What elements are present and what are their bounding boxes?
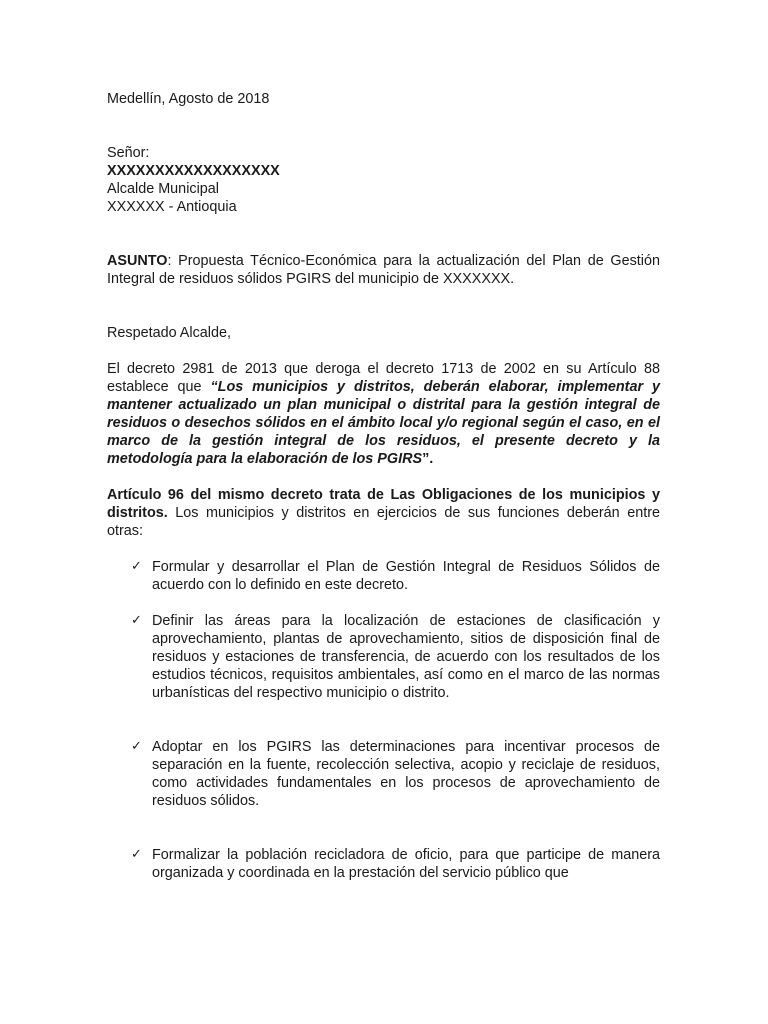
intro-lead: El decreto 2981 de 2013 que deroga el decreto 1713 de 2002 en su Artículo 88 establece que [107,361,660,395]
article-96-heading: Artículo 96 del mismo decreto trata de Las Obligaciones de los municipios y distritos. [107,487,660,521]
obligation-text: Formular y desarrollar el Plan de Gestión Integral de Residuos Sólidos de acuerdo con lo definido en este decreto. [152,559,660,593]
greeting: Respetado Alcalde, [107,325,232,341]
checkmark-icon: ✓ [131,847,142,862]
article-96-text: Los municipios y distritos en ejercicios de sus funciones deberán entre otras: [107,505,660,539]
letter-page [107,90,660,882]
obligation-text: Formalizar la población recicladora de oficio, para que participe de manera organizada y coordinada en la prestación del servicio público que [152,847,660,881]
article-96-paragraph [107,486,660,540]
recipient-block [107,144,660,216]
list-item [107,846,660,882]
obligation-text: Definir las áreas para la localización de estaciones de clasificación y aprovechamiento, plantas de aprovechamiento, sitios de disposición final de residuos y estaciones de transferencia, de acuerdo con los resultados de los estudios técnicos, requisitos ambientales, así como en el marco de las normas urbanísticas del respectivo municipio o distrito. [152,613,660,701]
list-item [107,558,660,594]
recipient-location: XXXXXX - Antioquia [107,199,237,215]
subject-paragraph [107,252,660,288]
list-item [107,738,660,810]
intro-paragraph [107,360,660,468]
recipient-salutation: Señor: [107,145,150,161]
obligations-list [107,558,660,882]
intro-tail: ”. [422,451,434,467]
checkmark-icon: ✓ [131,559,142,574]
letter-date: Medellín, Agosto de 2018 [107,91,270,107]
subject-label: ASUNTO [107,253,168,269]
intro-quote: “Los municipios y distritos, deberán elaborar, implementar y mantener actualizado un plan municipal o distrital para la gestión integral de residuos o desechos sólidos en el ámbito local y/o regional según el caso, en el marco de la gestión integral de los residuos, el presente decreto y la metodología para la elaboración de los PGIRS [107,379,660,467]
checkmark-icon: ✓ [131,613,142,628]
recipient-title: Alcalde Municipal [107,181,219,197]
obligation-text: Adoptar en los PGIRS las determinaciones para incentivar procesos de separación en la fuente, recolección selectiva, acopio y reciclaje de residuos, como actividades fundamentales en los procesos de aprovechamiento de residuos sólidos. [152,739,660,809]
recipient-name: XXXXXXXXXXXXXXXXXX [107,163,280,179]
checkmark-icon: ✓ [131,739,142,754]
list-item [107,612,660,702]
subject-text: : Propuesta Técnico-Económica para la actualización del Plan de Gestión Integral de residuos sólidos PGIRS del municipio de XXXXXXX. [107,253,660,287]
